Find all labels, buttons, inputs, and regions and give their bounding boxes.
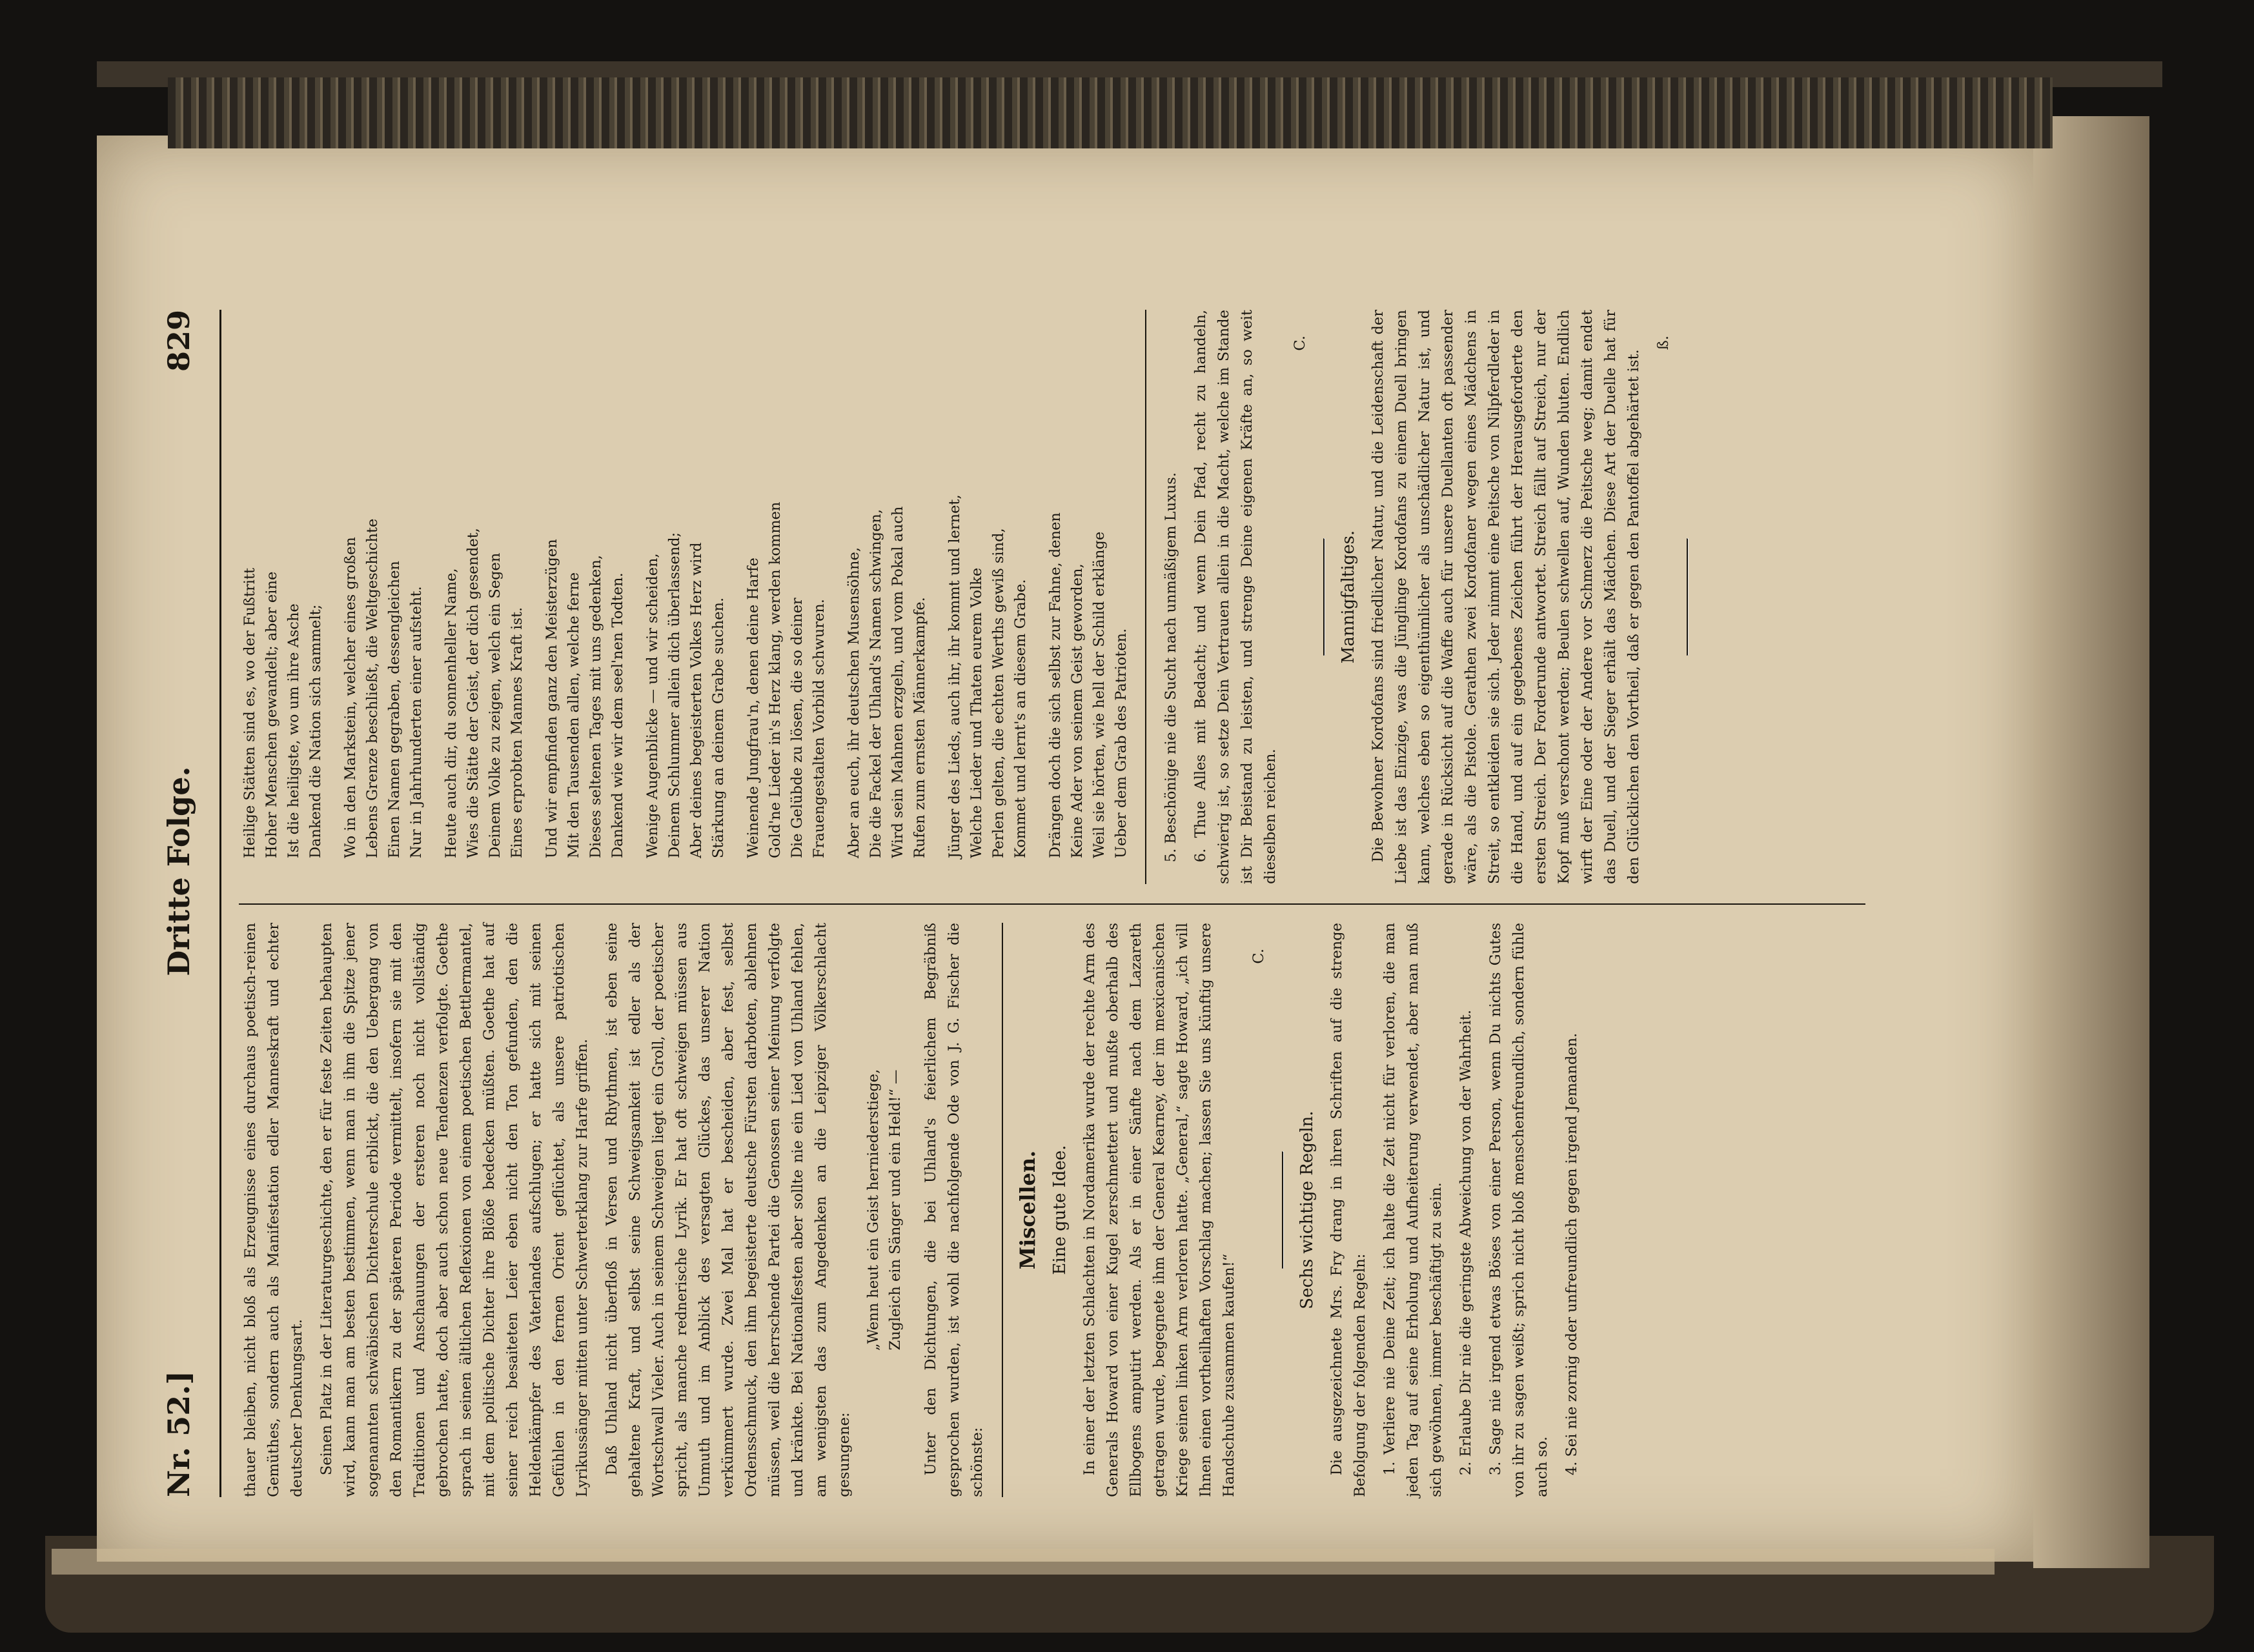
article-title: Sechs wichtige Regeln. [1297,1111,1317,1309]
poem-stanza: Heute auch dir, du sonnenheller Name, Wies die Stätte der Geist, der dich gesendet, Deinem Volke zu zeigen, welch ein Segen Eines erprobten Mannes Kraft ist. [443,528,525,858]
page-header [161,310,213,1497]
column-divider [239,903,1865,905]
series-title: Dritte Folge. [161,766,196,976]
paragraph: thauer bleiben, nicht bloß als Erzeugnisse eines durchaus poetisch-reinen Gemüthes, sondern auch als Manifestation edler Manneskraft und echter deutscher Denkungsart. [242,923,305,1497]
signature: C. [1292,336,1308,351]
page-number: 829 [161,310,196,372]
paragraph: In einer der letzten Schlachten in Nordamerika wurde der rechte Arm des Generals Howard von einer Kugel zerschmettert und mußte oberhalb des Ellbogens amputirt werden. Als er in einer Sänfte nach dem Lazareth getragen wurde, begegnete ihm der General Kearney, der im mexicanischen Kriege seinen linken Arm verloren hatte. „General,“ sagte Howard, „ich will Ihnen einen vortheilhaften Vorschlag machen; lassen Sie uns künftig unsere Handschuhe zusammen kaufen!“ [1081,923,1237,1497]
page-edge [2033,116,2149,1568]
signature: C. [1250,949,1267,964]
list-item: 5. Beschönige nie die Sucht nach unmäßigem Luxus. [1163,472,1179,863]
list-item: 3. Sage nie irgend etwas Böses von einer Person, wenn Du nichts Gutes von ihr zu sagen weißt; sprich nicht bloß menschenfreundlich, sondern fühle auch so. [1487,923,1550,1497]
poem-stanza: Wo in den Markstein, welcher eines großen Lebens Grenze beschließt, die Weltgeschichte Einen Namen gegraben, dessengleichen Nur in Jahrhunderten einer aufsteht. [342,518,425,858]
article-title: Eine gute Idee. [1050,1145,1070,1275]
divider [1323,538,1325,656]
poem-stanza: Weinende Jungfrau'n, denen deine Harfe Gold'ne Lieder in's Herz klang, werden kommen Die Gelübde zu lösen, die so deiner Frauengestalten Vorbild schwuren. [745,501,827,858]
quoted-verse: „Wenn heut ein Geist herniederstiege, Zugleich ein Sänger und ein Held!“ — [865,1069,904,1351]
section-rule [1145,310,1146,884]
paragraph: Die Bewohner Kordofans sind friedlicher Natur, und die Leidenschaft der Liebe ist das Einzige, was die Jünglinge Kordofans zu einem Duell bringen kann, welches eben so eigenthümlicher als unschädlicher Natur ist, und gerade in Rücksicht auf die Waffe auch für unsere Duellanten oft passender wäre, als die Pistole. Gerathen zwei Kordofaner wegen eines Mädchens in Streit, so entkleiden sie sich. Jeder nimmt eine Peitsche von Nilpferdleder in die Hand, und auf ein gegebenes Zeichen führt der Herausgeforderte den ersten Streich. Der Forderunde antwortet. Streich fällt auf Streich, nur der Kopf muß verschont werden; Beulen schwellen auf, Wunden bluten. Endlich wirft der Eine oder der Andere vor Schmerz die Peitsche weg; damit endet das Duell, und der Sieger erhält das Mädchen. Diese Art der Duelle hat für den Glücklichen den Vortheil, daß er gegen den Pantoffel abgehärtet ist. [1370,310,1642,884]
left-column [239,923,1590,1497]
article-title: Mannigfaltiges. [1339,530,1358,664]
poem-stanza: Heilige Stätten sind es, wo der Fußtritt Hoher Menschen gewandelt; aber eine Ist die heiligste, wo um ihre Asche Dankend die Nation sich sammelt; [241,567,324,858]
list-item: 6. Thue Alles mit Bedacht; und wenn Dein Pfad, recht zu handeln, schwierig ist, so setze Dein Vertrauen allein in die Macht, welche im Stande ist Dir Beistand zu leisten, und strenge Deine eigenen Kräfte an, so weit dieselben reichen. [1192,310,1279,884]
issue-number: Nr. 52.] [161,1371,196,1497]
list-item: 4. Sei nie zornig oder unfreundlich gegen irgend Jemanden. [1563,1032,1580,1476]
divider [1282,1151,1284,1269]
poem-stanza: Wenige Augenblicke — und wir scheiden, Deinem Schlummer allein dich überlassend; Aber deines begeisterten Volkes Herz wird Stärkung an deinem Grabe suchen. [644,532,727,858]
paragraph: Seinen Platz in der Literaturgeschichte, den er für feste Zeiten behaupten wird, kann man am besten bestimmen, wenn man in ihm die Spitze jener sogenannten schwäbischen Dichterschule erblickt, die den Uebergang von den Romantikern zu der späteren Periode vermittelt, insofern sie mit den Traditionen und Anschauungen der ersteren noch nicht vollständig gebrochen hatte, doch aber auch schon neue Tendenzen verfolgte. Goethe sprach in seinen ältlichen Reflexionen von einem poetischen Bettlermantel, mit dem politische Dichter ihre Blöße bedecken müßten. Goethe hat auf seiner reich besaiteten Leier eben nicht den Ton gefunden, den die Heldenkämpfer des Vaterlandes aufschlugen; er hatte sich mit seinen Gefühlen in den fernen Orient geflüchtet, als unsere patriotischen Lyrikussänger mitten unter Schwerterklang zur Harfe griffen. [318,923,591,1497]
list-item: 2. Erlaube Dir nie die geringste Abweichung von der Wahrheit. [1457,1009,1474,1476]
section-title: Miscellen. [1015,1150,1040,1270]
book-binding [168,77,2053,148]
previous-page-strip [52,1549,1995,1575]
right-column [239,310,1700,884]
paragraph: Unter den Dichtungen, die bei Uhland's feierlichem Begräbniß gesprochen wurden, ist wohl die nachfolgende Ode von J. G. Fischer die schönste: [922,923,986,1497]
paragraph: Die ausgezeichnete Mrs. Fry drang in ihren Schriften auf die strenge Befolgung der folgenden Regeln: [1328,923,1368,1497]
printed-page [155,297,1891,1510]
poem-stanza: Drängen doch die sich selbst zur Fahne, denen Keine Ader von seinem Geist geworden, Weil sie hörten, wie hell der Schild erklänge Ueber dem Grab des Patrioten. [1047,512,1130,858]
list-item: 1. Verliere nie Deine Zeit; ich halte die Zeit nicht für verloren, die man jeden Tag auf seine Erholung und Aufheiterung verwendet, aber man muß sich gewöhnen, immer beschäftigt zu sein. [1381,923,1445,1497]
section-rule [1002,923,1003,1497]
header-rule [219,310,221,1497]
poem-stanza: Und wir empfinden ganz den Meisterzügen Mit den Tausenden allen, welche ferne Dieses seltenen Tages mit uns gedenken, Dankend wie wir dem seel'nen Todten. [543,539,626,858]
poem-stanza: Aber an euch, ihr deutschen Musensöhne, Die die Fackel der Uhland's Namen schwingen, Wird sein Mahnen erzgeln, und vom Pokal auch Rufen zum ernsten Männerkampfe. [846,506,928,858]
signature: ß. [1655,336,1672,350]
paragraph: Daß Uhland nicht überfloß in Versen und Rhythmen, ist eben seine gehaltene Kraft, und selbst seine Schweigsamkeit ist edler als der Wortschwall Vieler. Auch in seinem Schweigen liegt ein Groll, der poetischer spricht, als manche rednerische Lyrik. Er hat oft schweigen müssen aus Unmuth und im Anblick des versagten Glückes, das unserer Nation verkümmert wurde. Zwei Mal hat er bescheiden, aber fest, selbst Ordensschmuck, den ihm begeisterte deutsche Fürsten darboten, ablehnen müssen, weil die herrschende Partei die Genossen seiner Meinung verfolgte und kränkte. Bei Nationalfesten aber sollte nie ein Lied von Uhland fehlen, am wenigsten das zum Angedenken an die Leipziger Völkerschlacht gesungene: [604,923,853,1497]
divider [1687,538,1689,656]
poem-stanza: Jünger des Lieds, auch ihr, ihr kommt und lernet, Welche Lieder und Thaten eurem Volke Perlen gelten, die echten Werths gewiß sind, Kommet und lernt's an diesem Grabe. [946,494,1029,858]
